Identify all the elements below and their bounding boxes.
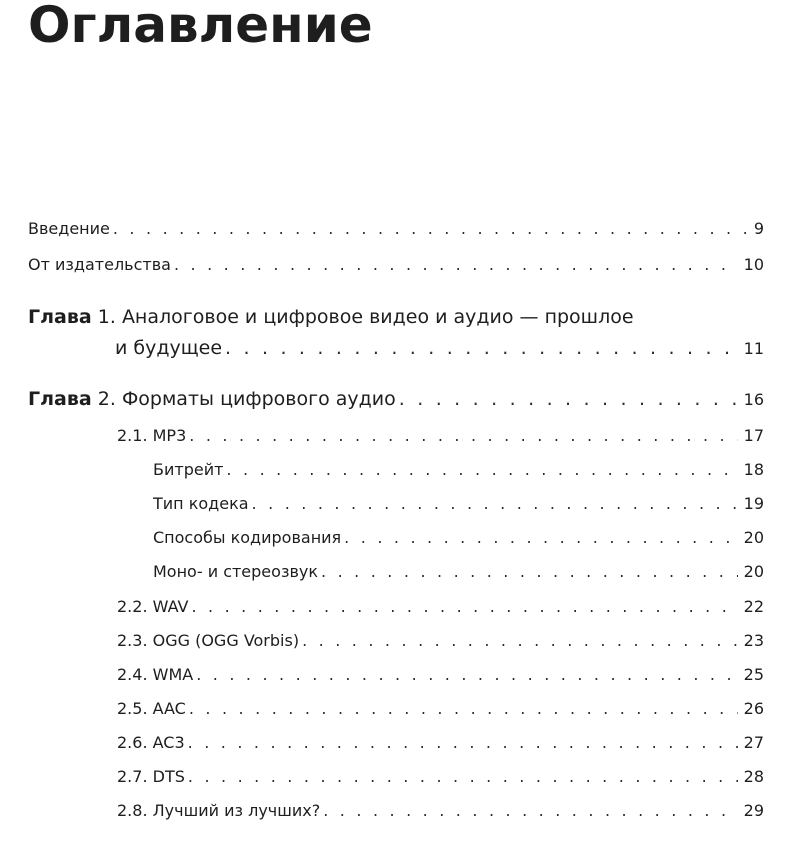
toc-entry-label: От издательства [28, 255, 171, 274]
toc-entry-encoding[interactable] [153, 528, 764, 547]
chapter-title-line2: и будущее [115, 337, 223, 359]
toc-page-number: 20 [743, 562, 764, 581]
toc-page-number: 10 [743, 255, 764, 274]
toc-entry-bitrate[interactable] [153, 460, 764, 479]
toc-entry-label: 2.5. AAC [117, 699, 186, 718]
toc-page-number: 17 [743, 426, 764, 445]
toc-entry-codec[interactable] [153, 494, 764, 513]
toc-entry-label: Тип кодека [153, 494, 249, 513]
toc-entry-label: Моно- и стереозвук [153, 562, 319, 581]
toc-entry-mono-stereo[interactable] [153, 562, 764, 581]
toc-page-number: 25 [743, 665, 764, 684]
toc-page-number: 19 [743, 494, 764, 513]
toc-leader-dots [189, 426, 737, 445]
toc-entry-section-2-1[interactable] [117, 426, 764, 445]
toc-leader-dots [399, 388, 738, 410]
toc-entry-label: Введение [28, 219, 110, 238]
toc-entry-section-2-3[interactable] [117, 631, 764, 650]
chapter-word: Глава [28, 388, 92, 410]
chapter-heading [28, 388, 396, 410]
toc-leader-dots [225, 337, 738, 359]
toc-entry-publisher[interactable] [28, 255, 764, 274]
chapter-title-line1: Аналоговое и цифровое видео и аудио — прошлое [121, 306, 634, 328]
toc-entry-label: 2.3. OGG (OGG Vorbis) [117, 631, 300, 650]
toc-entry-section-2-8[interactable] [117, 801, 764, 820]
toc-entry-label: Способы кодирования [153, 528, 342, 547]
toc-leader-dots [174, 255, 738, 274]
toc-leader-dots [188, 733, 738, 752]
toc-entry-label: Битрейт [153, 460, 224, 479]
toc-page-number: 18 [743, 460, 764, 479]
toc-entry-label: 2.7. DTS [117, 767, 185, 786]
chapter-number: 2. [97, 388, 116, 410]
toc-entry-label: 2.6. AC3 [117, 733, 185, 752]
chapter-title: Форматы цифрового аудио [121, 388, 396, 410]
toc-page-number: 9 [753, 219, 764, 238]
toc-leader-dots [323, 801, 737, 820]
toc-leader-dots [113, 219, 748, 238]
toc-page-number: 28 [743, 767, 764, 786]
toc-chapter-1-heading[interactable] [28, 306, 634, 328]
toc-leader-dots [189, 699, 738, 718]
toc-leader-dots [344, 528, 737, 547]
toc-entry-label: 2.4. WMA [117, 665, 194, 684]
toc-page-number: 29 [743, 801, 764, 820]
toc-entry-section-2-6[interactable] [117, 733, 764, 752]
toc-page-number: 20 [743, 528, 764, 547]
toc-entry-label: 2.8. Лучший из лучших? [117, 801, 321, 820]
toc-page-number: 26 [743, 699, 764, 718]
toc-page-number: 27 [743, 733, 764, 752]
toc-page-number: 11 [743, 339, 764, 358]
toc-entry-intro[interactable] [28, 219, 764, 238]
toc-leader-dots [302, 631, 738, 650]
chapter-number: 1. [97, 306, 116, 328]
toc-entry-section-2-2[interactable] [117, 597, 764, 616]
toc-entry-section-2-5[interactable] [117, 699, 764, 718]
toc-leader-dots [321, 562, 738, 581]
toc-entry-label: 2.1. MP3 [117, 426, 187, 445]
toc-entry-section-2-7[interactable] [117, 767, 764, 786]
toc-page-number: 23 [743, 631, 764, 650]
toc-entry-label: 2.2. WAV [117, 597, 189, 616]
toc-entry-section-2-4[interactable] [117, 665, 764, 684]
toc-leader-dots [196, 665, 737, 684]
toc-leader-dots [191, 597, 737, 616]
toc-leader-dots [252, 494, 738, 513]
toc-entry-chapter-2[interactable] [28, 388, 764, 410]
toc-leader-dots [226, 460, 737, 479]
page-title: Оглавление [28, 0, 373, 54]
chapter-word: Глава [28, 306, 92, 328]
toc-entry-chapter-1[interactable] [115, 337, 764, 359]
toc-page-number: 16 [743, 390, 764, 409]
toc-leader-dots [188, 767, 738, 786]
toc-page-number: 22 [743, 597, 764, 616]
